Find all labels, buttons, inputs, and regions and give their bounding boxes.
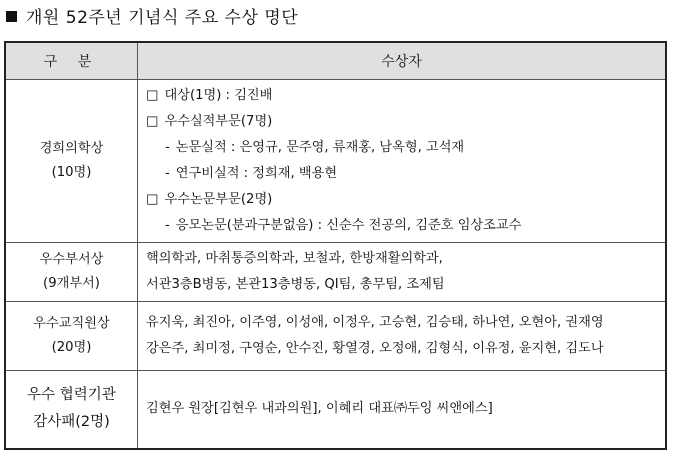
table-row [5, 371, 666, 449]
winners-line: 서관3층B병동, 본관13층병동, QI팀, 총무팀, 조제팀 [146, 277, 445, 292]
list-subitem: - 연구비실적 : 정희재, 백용현 [165, 166, 338, 181]
category-count: (20명) [51, 340, 92, 355]
category-name: 경희의학상 [39, 141, 104, 156]
list-item: □ 우수실적부문(7명) [146, 114, 273, 129]
checkbox-square-icon: □ [146, 192, 159, 207]
category-cell [5, 371, 138, 449]
page-title [6, 6, 298, 30]
winners-line: 김현우 원장[김현우 내과의원], 이혜리 대표㈜두잉 씨앤에스] [146, 401, 493, 417]
checkbox-square-icon: □ [146, 114, 159, 129]
winners-line: 강은주, 최미정, 구영순, 안수진, 황열경, 오정애, 김형식, 이유정, 윤지현, 김도나 [146, 341, 604, 356]
header-winners: 수상자 [138, 42, 667, 80]
dash-marker: - [165, 218, 170, 233]
table-row [5, 243, 666, 302]
winners-line: 핵의학과, 마취통증의학과, 보철과, 한방재활의학과, [146, 251, 443, 266]
list-item: □ 우수논문부문(2명) [146, 192, 273, 207]
dash-marker: - [165, 166, 170, 181]
category-cell [5, 80, 138, 243]
category-count: (9개부서) [43, 276, 100, 291]
category-cell [5, 243, 138, 302]
category-name: 우수부서상 [39, 252, 104, 267]
winners-line: 유지욱, 최진아, 이주영, 이성애, 이정우, 고승현, 김승태, 하나연, 오현아, 권재영 [146, 315, 604, 330]
category-count: 감사패(2명) [33, 414, 110, 431]
category-cell [5, 302, 138, 371]
dash-marker: - [165, 140, 170, 155]
checkbox-square-icon: □ [146, 88, 159, 103]
award-table [4, 41, 667, 450]
list-subitem: - 응모논문(분과구분없음) : 신순수 전공의, 김준호 임상조교수 [165, 218, 522, 233]
category-count: (10명) [51, 165, 92, 180]
table-header-row [5, 42, 666, 80]
winners-cell [138, 371, 667, 449]
list-item: □ 대상(1명) : 김진배 [146, 88, 273, 103]
square-bullet-icon [6, 11, 17, 22]
table-row [5, 80, 666, 243]
header-category: 구 분 [5, 42, 138, 80]
table-row [5, 302, 666, 371]
title-text: 개원 52주년 기념식 주요 수상 명단 [26, 8, 299, 28]
winners-cell [138, 243, 667, 302]
list-subitem: - 논문실적 : 은영규, 문주영, 류재홍, 남옥형, 고석재 [165, 140, 465, 155]
winners-cell [138, 80, 667, 243]
category-name: 우수교직원상 [33, 316, 110, 331]
winners-cell [138, 302, 667, 371]
category-name: 우수 협력기관 [27, 387, 116, 404]
